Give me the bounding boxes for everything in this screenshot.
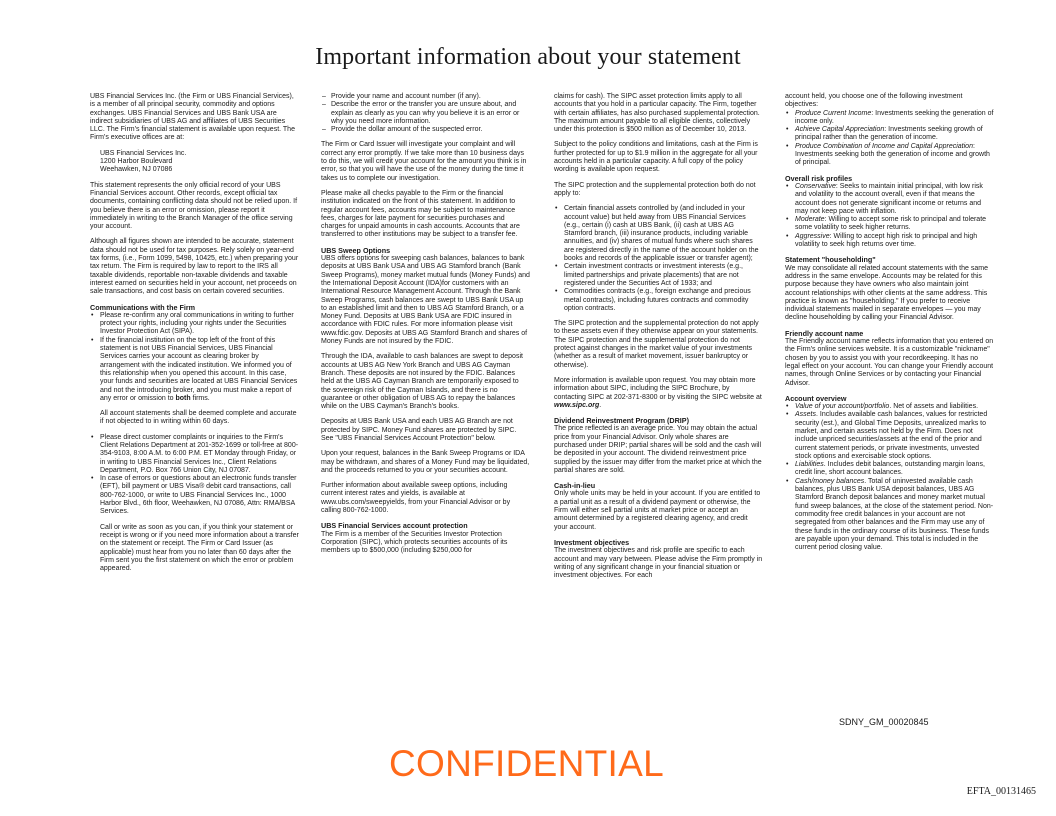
risk-profiles-list <box>785 183 994 249</box>
list-item <box>785 403 994 411</box>
list-item: – Provide your name and account number (if any). <box>321 93 530 101</box>
list-item: • Certain financial assets controlled by (and included in your account value) but held away from UBS Financial Services (e.g., certain (i) cash at UBS Bank, (ii) cash at UBS AG Stamford branch, (iii) insurance products, including variable annuities, and (iv) shares of mutual funds where such shares are registered directly in the name of the account holder on the books and records of the applicable issuer or transfer agent); <box>554 205 763 263</box>
checks-payable-paragraph: Please make all checks payable to the Firm or the financial institution indicated on the front of this statement. In addition to regular account fees, accounts may be subject to maintenance fees, charges for late payment for securities purchases and charges for unpaid amounts in cash accounts. Accounts that are transferred to other institutions may be subject to a transfer fee. <box>321 189 520 239</box>
overview-desc: . Includes debit balances, outstanding margin loans, credit line, short account balances. <box>795 461 985 477</box>
list-item: • Please direct customer complaints or inquiries to the Firm's Client Relations Department at 201-352-1699 or toll-free at 800-354-9103, 8:00 A.M. to 6:00 P.M. ET Monday through Friday, or in writing to UBS Financial Services Inc., Client Relations Department, P.O. Box 766 Union City, NJ 07087. <box>90 434 300 475</box>
cash-in-lieu-paragraph: Only whole units may be held in your account. If you are entitled to a partial unit as a result of a dividend payment or otherwise, the Firm will either sell partial units at market price or accept an amount determined by a registered clearing agency, and credit your account. <box>554 490 761 531</box>
list-item <box>785 233 994 250</box>
column-2 <box>321 93 530 563</box>
account-overview-list <box>785 403 994 552</box>
column-4 <box>785 93 994 559</box>
overview-term: Value of your account/portfolio <box>795 403 890 411</box>
account-overview-heading: Account overview <box>785 393 847 403</box>
householding-paragraph: We may consolidate all related account statements with the same address in the same envelope. Accounts may be related for this purpose because they have owners who also maintain joint account relationships with other clients at the same address. This practice is known as "householding." If you prefer to receive individual statements mailed in separate envelopes — you may decline householding by calling your Financial Advisor. <box>785 264 988 322</box>
sipc-deposits-paragraph: Deposits at UBS Bank USA and each UBS AG Branch are not protected by SIPC. Money Fund shares are protected by SIPC. See "UBS Financial Services Account Protection" below. <box>321 418 517 442</box>
objective-desc: : Investments seeking growth of principal rather than the generation of income. <box>795 126 983 142</box>
overview-desc: . Total of uninvested available cash balances, plus UBS Bank USA deposit balances, UBS AG Stamford Branch deposit balances and money market mutual fund sweep balances, at the close of the statement period. Non-commodity free credit balances in your account are not segregated from other balances and the Firm may use any of these funds in the ordinary course of its business. These funds are payable upon your demand. This total is included in the current period closing value. <box>795 477 994 552</box>
address-line-3: Weehawken, NJ 07086 <box>100 166 173 174</box>
call-or-write-paragraph: Call or write as soon as you can, if you think your statement or receipt is wrong or if you need more information about a transfer on the statement or receipt. The Firm or Card Issuer (as applicable) must hear from you no later than 60 days after the Firm sent you the first statement on which the error or problem appeared. <box>100 523 299 573</box>
sipc-more-info-text: More information is available upon request. You may obtain more information about SIPC, including the SIPC Brochure, by contacting SIPC at 202-371-8300 or by visiting the SIPC website at <box>554 376 762 401</box>
list-item <box>785 126 994 143</box>
investment-objectives-heading: Investment objectives <box>554 537 630 547</box>
column-1 <box>90 93 300 580</box>
list-item <box>785 110 994 127</box>
ida-paragraph: Through the IDA, available to cash balances are swept to deposit accounts at UBS AG New York Branch and UBS AG Cayman Branch. These deposits are not insured by the FDIC. Balances held at the UBS AG Cayman Branch are temporarily exposed to the sovereign risk of the Cayman Islands, and there is no guarantee or other obligation of UBS AG to repay the balances while on the UBS Cayman's Branch's books. <box>321 353 523 411</box>
overview-desc: . Net of assets and liabilities. <box>889 403 979 411</box>
householding-heading: Statement "householding" <box>785 255 876 265</box>
protection-exclusions-list <box>554 205 763 313</box>
period: . <box>599 401 602 409</box>
statements-complete-paragraph: All account statements shall be deemed complete and accurate if not objected to in writing within 60 days. <box>100 410 297 426</box>
objective-desc: : Investments seeking both the generation of income and growth of principal. <box>795 142 990 167</box>
overview-term: Liabilities <box>795 461 824 469</box>
both-emphasis: both <box>175 394 191 402</box>
communications-list <box>90 312 300 403</box>
clearing-broker-text: If the financial institution on the top left of the front of this statement is not UBS Financial Services, UBS Financial Services carries your account as clearing broker by arrangement with the indicated institution. We informed you of this relationship when you opened this account. In this case, your funds and securities are located at UBS Financial Services and not the introducing broker, and you must make a report of any error or omission to <box>100 336 298 402</box>
objective-term: Produce Combination of Income and Capital Appreciation <box>795 142 973 150</box>
overview-term: Cash/money balances <box>795 477 865 485</box>
objective-desc: : Investments seeking the generation of income only. <box>795 109 994 125</box>
list-item <box>90 337 300 403</box>
list-item: • Commodities contracts (e.g., foreign exchange and precious metal contracts), including futures contracts and commodity option contracts. <box>554 288 763 313</box>
tax-paragraph: Although all figures shown are intended to be accurate, statement data should not be used for tax purposes. Rely solely on year-end tax forms, (i.e., Form 1099, 5498, 10425, etc.) when preparing your tax return. The Firm is required by law to report to the IRS all taxable dividends, reportable non-taxable dividends and taxable interest earned on securities held in your account, net proceeds on sale transactions, and cost basis on certain covered securities. <box>90 238 299 296</box>
sipc-more-info-paragraph <box>554 377 763 410</box>
drip-heading: Dividend Reinvestment Program (DRIP) <box>554 416 689 426</box>
efta-number: EFTA_00131465 <box>966 786 1036 797</box>
risk-term: Aggressive <box>795 232 830 240</box>
bates-number: SDNY_GM_00020845 <box>839 717 929 727</box>
sweep-options-heading: UBS Sweep Options <box>321 245 391 255</box>
overview-desc: . Includes available cash balances, values for restricted security (est.), and Global Time Deposits, unrealized marks to market, and certain assets not held by the Firm. Does not include unpriced securities/assets at the end of the prior and current statement periods, or private investments, unvested stock options and exercisable stock options. <box>795 411 988 460</box>
firm-intro: UBS Financial Services Inc. (the Firm or UBS Financial Services), is a member of all principal security, commodity and options exchanges. UBS Financial Services and UBS Bank USA are indirect subsidiaries of UBS AG and affiliates of UBS Securities LLC. The Firm's financial statement is available upon request. The Firm's executive offices are at: <box>90 93 295 142</box>
risk-term: Conservative <box>795 182 836 190</box>
confidential-stamp: CONFIDENTIAL <box>389 743 664 784</box>
investment-objectives-paragraph: The investment objectives and risk profile are specific to each account and may vary between. Please advise the Firm promptly in writing of any significant change in your financial situation or investment objectives. For each <box>554 547 763 580</box>
list-item: • Please re-confirm any oral communications in writing to further protect your rights, including your rights under the Securities Investor Protection Act (SIPA). <box>90 312 300 337</box>
address-line-1: UBS Financial Services Inc. <box>100 149 187 157</box>
friendly-name-paragraph: The Friendly account name reflects information that you entered on the Firm's online services website. It is a customizable "nickname" chosen by you to assist you with your recordkeeping. It has no legal effect on your account. You can change your Friendly account names, through Online Services or by contacting your Financial Advisor. <box>785 338 994 387</box>
cash-in-lieu-heading: Cash-in-lieu <box>554 481 596 491</box>
sipc-limits-paragraph: claims for cash). The SIPC asset protection limits apply to all accounts that you hold in a particular capacity. The Firm, together with certain affiliates, has also purchased supplemental protection. The maximum amount payable to all eligible clients, collectively under this protection is $500 million as of December 10, 2013. <box>554 93 760 134</box>
list-item <box>785 461 994 478</box>
protection-exclusions-intro: The SIPC protection and the supplemental protection both do not apply to: <box>554 181 756 197</box>
list-item: – Provide the dollar amount of the suspected error. <box>321 126 530 134</box>
objectives-intro: account held, you choose one of the following investment objectives: <box>785 93 963 109</box>
drip-paragraph: The price reflected is an average price. You may obtain the actual price from your Financial Advisor. Only whole shares are purchased under DRIP; partial shares will be sold and the cash will be deposited in your account. The dividend reinvestment price supplied by the issuer may differ from the market price at which the partial shares are sold. <box>554 425 762 474</box>
address-line-2: 1200 Harbor Boulevard <box>100 158 173 166</box>
risk-term: Moderate <box>795 216 825 224</box>
sweep-options-paragraph: UBS offers options for sweeping cash balances, balances to bank deposits at UBS Bank USA and UBS AG Stamford branch (Bank Sweep Programs), money market mutual funds (Money Funds) and the International Deposit Account (IDA)for customers with an International Resource Management Account. Through the Bank Sweep Programs, cash balances are swept to UBS Bank USA up to an established limit and then to UBS AG Stamford Branch, or a Money Fund. Deposits at UBS Bank USA are FDIC insured in accordance with FDIC rules. For more information please visit www.fdic.gov. Deposits at UBS AG Stamford Branch and shares of Money Funds are not insured by the FDIC. <box>321 255 530 346</box>
list-item <box>785 183 994 216</box>
objective-term: Achieve Capital Appreciation <box>795 126 885 134</box>
friendly-name-heading: Friendly account name <box>785 328 864 338</box>
sweep-info-paragraph: Further information about available sweep options, including current interest rates and yields, is available at www.ubs.com/sweepyields, from your Financial Advisor or by calling 800-762-1000. <box>321 482 511 515</box>
objectives-list <box>785 110 994 168</box>
account-protection-heading: UBS Financial Services account protection <box>321 521 468 531</box>
list-item <box>785 143 994 168</box>
page-title: Important information about your statement <box>315 44 741 70</box>
communications-heading: Communications with the Firm <box>90 302 196 312</box>
account-protection-paragraph: The Firm is a member of the Securities Investor Protection Corporation (SIPC), which protects securities accounts of its members up to $500,000 (including $250,000 for <box>321 530 508 555</box>
list-item: • Certain investment contracts or investment interests (e.g., limited partnerships and private placements) that are not registered under the Securities Act of 1933; and <box>554 263 763 288</box>
list-item <box>785 216 994 233</box>
investigation-paragraph: The Firm or Card Issuer will investigate your complaint and will correct any error promptly. If we take more than 10 business days to do this, we will credit your account for the amount you think is in error, so that you will have the use of the money during the time it takes us to complete our investigation. <box>321 141 527 182</box>
list-item: • In case of errors or questions about an electronic funds transfer (EFT), bill payment or UBS Visa® debit card transactions, call 800-762-1000, or write to UBS Financial Services Inc., 1000 Harbor Blvd., 6th floor, Weehawken, NJ 07086, Attn: RMA/BSA Services. <box>90 475 300 516</box>
column-3 <box>554 93 763 587</box>
risk-desc: : Seeks to maintain initial principal, with low risk and volatility to the account overall, even if that means the account does not generate significant income or returns and may not keep pace with inflation. <box>795 182 983 215</box>
sipc-website-link[interactable]: www.sipc.org <box>554 401 600 409</box>
policy-conditions-paragraph: Subject to the policy conditions and limitations, cash at the Firm is further protected for up to $1.9 million in the aggregate for all your accounts held in a particular capacity. A full copy of the policy wording is available upon request. <box>554 141 758 174</box>
firms-text: firms. <box>190 394 210 402</box>
balances-withdrawn-paragraph: Upon your request, balances in the Bank Sweep Programs or IDA may be withdrawn, and shares of a Money Fund may be liquidated, and the proceeds returned to you or your securities account. <box>321 450 530 474</box>
executive-office-address <box>90 150 300 175</box>
complaints-list <box>90 434 300 517</box>
protection-limits-paragraph: The SIPC protection and the supplemental protection do not apply to these assets even if they otherwise appear on your statements. The SIPC protection and the supplemental protection do not protect against changes in the market value of your investments (whether as a result of market movement, issuer bankruptcy or otherwise). <box>554 320 759 369</box>
official-record-paragraph: This statement represents the only official record of your UBS Financial Services account. Other records, except official tax documents, containing conflicting data should not be relied upon. If you believe there is an error or omission, please report it immediately in writing to the Branch Manager of the office serving your account. <box>90 181 298 231</box>
objective-term: Produce Current Income <box>795 109 872 117</box>
list-item <box>785 478 994 553</box>
list-item <box>785 411 994 461</box>
overview-term: Assets <box>795 411 817 419</box>
risk-desc: : Willing to accept some risk to principal and tolerate some volatility to seek higher returns. <box>795 216 987 232</box>
risk-desc: : Willing to accept high risk to principal and high volatility to seek high returns over time. <box>795 232 978 249</box>
error-report-list <box>321 93 530 134</box>
risk-profiles-heading: Overall risk profiles <box>785 173 853 183</box>
list-item: – Describe the error or the transfer you are unsure about, and explain as clearly as you can why you believe it is an error or why you need more information. <box>321 101 530 126</box>
